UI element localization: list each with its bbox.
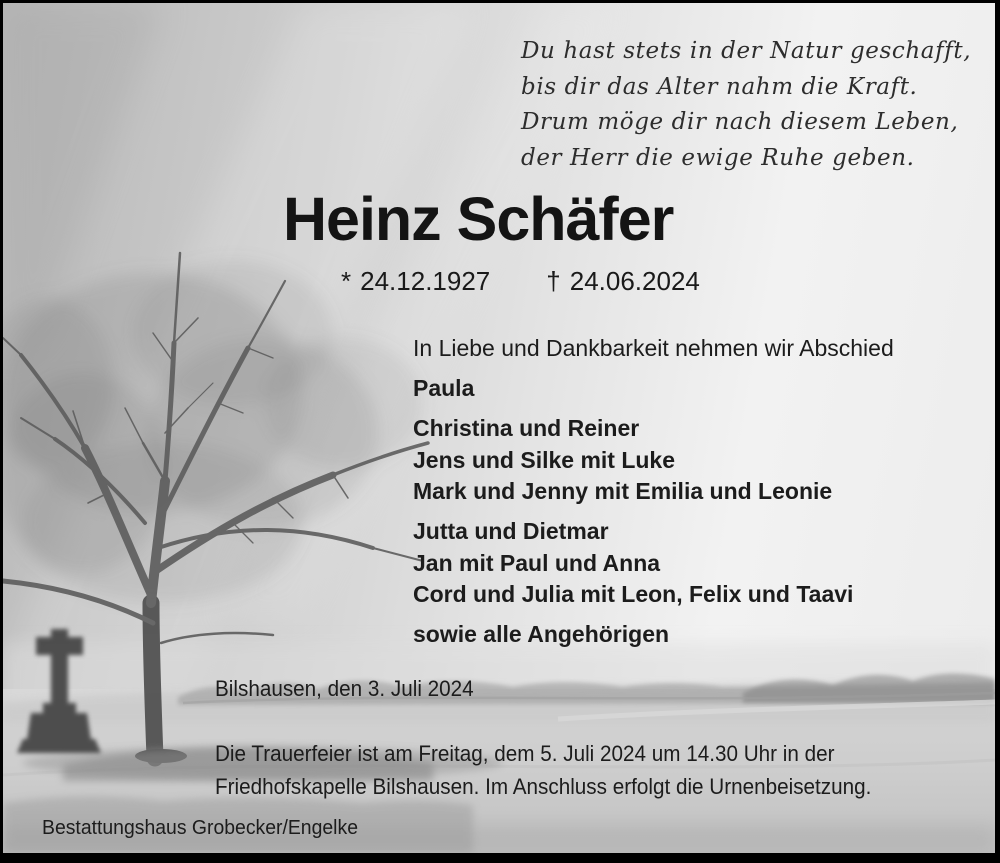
poem-line: Du hast stets in der Natur geschafft,	[521, 38, 972, 64]
funeral-home: Bestattungshaus Grobecker/Engelke	[42, 817, 358, 839]
place-and-date: Bilshausen, den 3. Juli 2024	[215, 676, 474, 701]
mourner-group	[413, 619, 894, 651]
mourner-line: Paula	[413, 375, 475, 401]
poem-line: Drum möge dir nach diesem Leben,	[521, 109, 959, 135]
farewell-intro: In Liebe und Dankbarkeit nehmen wir Abschied	[413, 335, 894, 361]
death-date	[546, 266, 700, 297]
deceased-name: Heinz Schäfer	[283, 185, 674, 253]
mourner-line: Cord und Julia mit Leon, Felix und Taavi	[413, 581, 854, 607]
birth-date	[341, 266, 490, 297]
death-date-value: 24.06.2024	[569, 266, 700, 296]
death-cross-icon: †	[546, 266, 561, 296]
farewell-section	[413, 333, 894, 651]
mourner-group	[413, 516, 894, 611]
birth-star-icon: *	[341, 266, 352, 296]
mourner-line: Jutta und Dietmar	[413, 518, 609, 544]
life-dates	[341, 266, 700, 297]
mourner-line: Jens und Silke mit Luke	[413, 446, 676, 473]
poem-line: der Herr die ewige Ruhe geben.	[521, 144, 915, 171]
mourner-group	[413, 373, 894, 405]
mourner-line: Jan mit Paul und Anna	[413, 549, 661, 576]
birth-date-value: 24.12.1927	[360, 266, 491, 296]
poem-line: bis dir das Alter nahm die Kraft.	[521, 73, 918, 100]
funeral-info	[215, 738, 871, 803]
funeral-info-line: Friedhofskapelle Bilshausen. Im Anschluss erfolgt die Urnenbeisetzung.	[215, 773, 872, 799]
mourner-group	[413, 413, 894, 508]
mourner-line: Mark und Jenny mit Emilia und Leonie	[413, 478, 833, 504]
mourner-line: Christina und Reiner	[413, 415, 640, 441]
mourner-line: sowie alle Angehörigen	[413, 621, 670, 647]
memorial-poem	[521, 34, 971, 176]
funeral-info-line: Die Trauerfeier ist am Freitag, dem 5. Juli 2024 um 14.30 Uhr in der	[215, 741, 835, 766]
